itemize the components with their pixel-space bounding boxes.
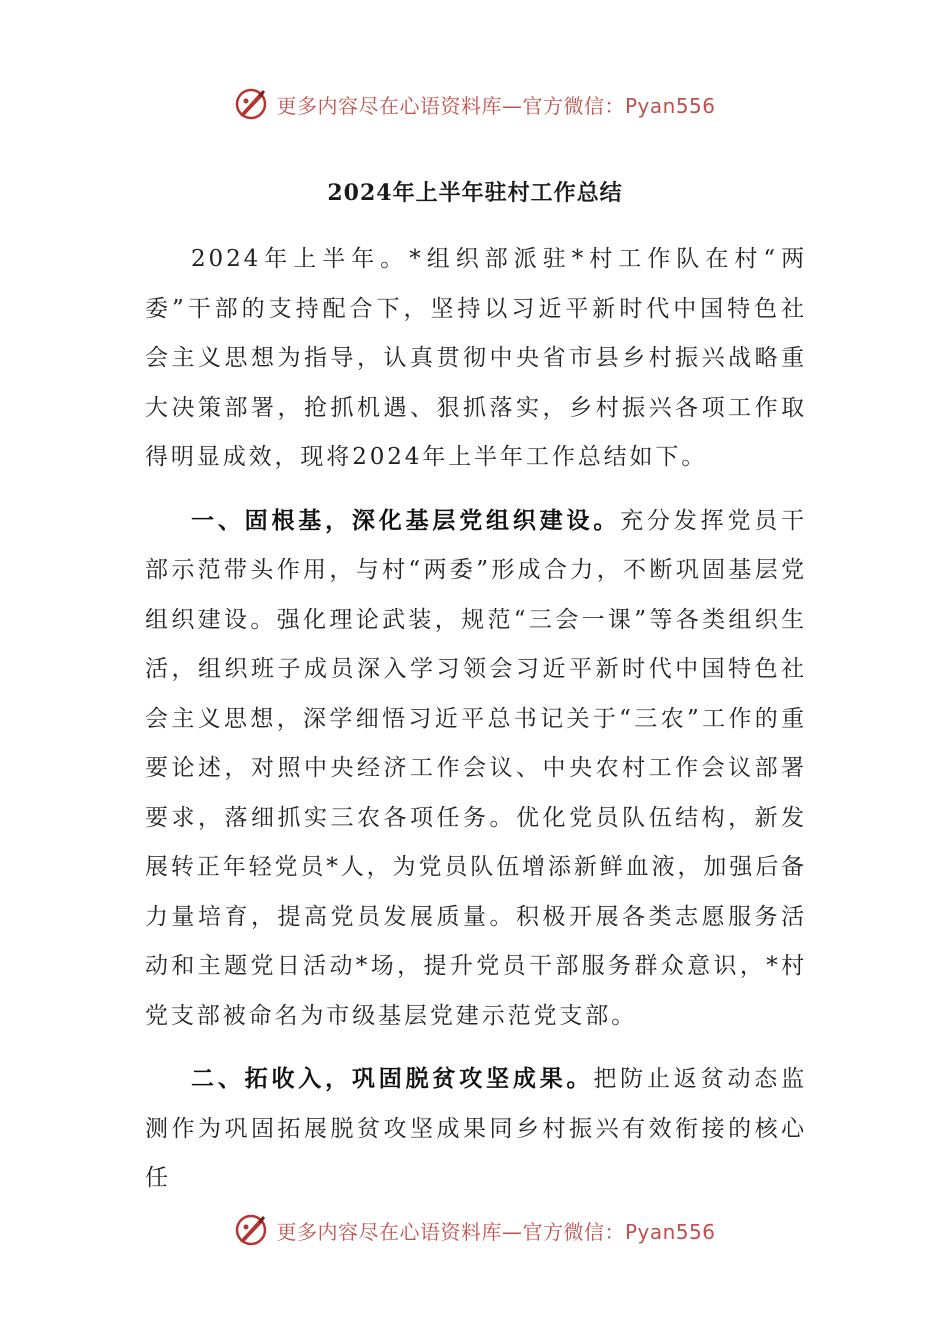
watermark-text: 更多内容尽在心语资料库—官方微信：Pyan556 xyxy=(276,93,716,118)
watermark-text: 更多内容尽在心语资料库—官方微信：Pyan556 xyxy=(276,1219,716,1244)
section-heading: 二、拓收入，巩固脱贫攻坚成果。 xyxy=(191,1065,594,1092)
section-paragraph xyxy=(145,496,807,1042)
section-body: 充分发挥党员干部示范带头作用，与村“两委”形成合力，不断巩固基层党组织建设。强化理论武装，规范“三会一课”等各类组织生活，组织班子成员深入学习领会习近平新时代中国特色社会主义思想，深学细悟习近平总书记关于“三农”工作的重要论述，对照中央经济工作会议、中央农村工作会议部署要求，落细抓实三农各项任务。优化党员队伍结构，新发展转正年轻党员*人，为党员队伍增添新鲜血液，加强后备力量培育，提高党员发展质量。积极开展各类志愿服务活动和主题党日活动*场，提升党员干部服务群众意识，*村党支部被命名为市级基层党建示范党支部。 xyxy=(145,507,807,1029)
watermark-handle: Pyan556 xyxy=(624,93,716,118)
intro-paragraph: 2024年上半年。*组织部派驻*村工作队在村“两委”干部的支持配合下，坚持以习近平新时代中国特色社会主义思想为指导，认真贯彻中央省市县乡村振兴战略重大决策部署，抢抓机遇、狠抓落实，乡村振兴各项工作取得明显成效，现将2024年上半年工作总结如下。 xyxy=(145,246,807,470)
section-body: 把防止返贫动态监测作为巩固拓展脱贫攻坚成果同乡村振兴有效衔接的核心任 xyxy=(145,1066,808,1191)
document-title: 2024年上半年驻村工作总结 xyxy=(327,180,623,206)
pen-circle-logo-icon xyxy=(234,87,268,121)
watermark-banner-top xyxy=(0,84,950,124)
watermark-handle: Pyan556 xyxy=(624,1219,716,1244)
section-heading: 一、固根基，深化基层党组织建设。 xyxy=(191,506,621,534)
document-body xyxy=(145,235,807,1217)
watermark-banner-bottom xyxy=(0,1210,950,1250)
pen-circle-logo-icon xyxy=(234,1213,268,1247)
section-paragraph xyxy=(145,1054,807,1204)
